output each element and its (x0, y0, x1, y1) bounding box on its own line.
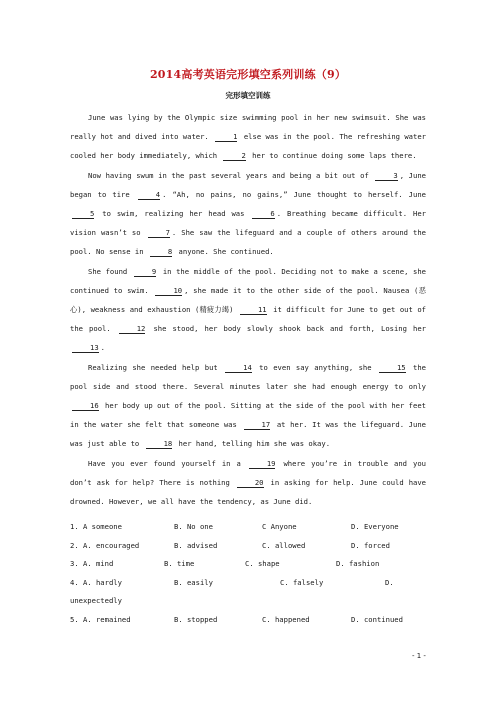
passage-text: June was lying by the Olympic size swimming pool in her new swimsuit. She was really hot and dived into water. (70, 113, 426, 142)
option-b: B. No one (174, 522, 213, 531)
passage-text: in the middle of the pool. Deciding not to make a scene, she continued to swim. (70, 266, 426, 295)
passage-text: the pool side and stood there. Several minutes later she had enough energy to only (70, 362, 426, 391)
passage-paragraph (70, 108, 426, 166)
answer-blank: 5 (72, 209, 94, 219)
passage-paragraph (70, 358, 426, 454)
answer-blank: 16 (72, 401, 99, 411)
option-b: B. easily (174, 577, 213, 587)
passage-body (70, 108, 426, 511)
answer-blank: 12 (119, 324, 146, 334)
option-a: 1. A someone (70, 522, 122, 531)
option-row (70, 574, 426, 611)
option-d: D. Everyone (351, 522, 399, 531)
passage-text: to swim, realizing her head was (96, 209, 251, 219)
passage-paragraph (70, 454, 426, 512)
option-a: 4. A. hardly (70, 577, 122, 587)
passage-text: . “Ah, no pains, no gains,” June thought to herself. June (162, 189, 426, 199)
option-c: C Anyone (262, 522, 297, 531)
page-number: - 1 - (412, 652, 426, 660)
option-c: C. shape (245, 559, 280, 569)
option-d: D. continued (351, 614, 403, 624)
passage-text: Have you ever found yourself in a (88, 458, 247, 468)
answer-blank: 8 (150, 247, 172, 257)
answer-blank: 15 (379, 363, 406, 373)
passage-text: . She saw the lifeguard and a couple of others around the pool. No sense in (70, 228, 426, 257)
passage-text: in asking for help. June could have drowned. However, we all have the tendency, as June did. (70, 477, 427, 507)
option-d-continued: unexpectedly (70, 596, 122, 606)
option-a: 3. A. mind (70, 559, 114, 569)
passage-text: She found (88, 266, 132, 276)
answer-blank: 7 (148, 228, 170, 238)
passage-text: she stood, her body slowly shook back and forth, Losing her (147, 324, 426, 334)
answer-blank: 13 (72, 343, 99, 353)
option-b: B. advised (174, 540, 218, 550)
option-row (70, 537, 426, 556)
document-title: 2014高考英语完形填空系列训练（9） (149, 68, 347, 81)
passage-text: Realizing she needed help but (88, 362, 224, 372)
option-a: 5. A. remained (70, 614, 131, 624)
option-c: C. happened (262, 614, 310, 624)
passage-text: it difficult for June to get out of the pool. (70, 305, 427, 334)
passage-text: . (100, 343, 105, 353)
answer-blank: 10 (155, 286, 182, 296)
option-row (70, 555, 426, 574)
answer-blank: 3 (375, 171, 397, 181)
answer-blank: 1 (215, 132, 237, 142)
answer-blank: 6 (252, 209, 274, 219)
option-c: C. allowed (262, 540, 306, 550)
passage-paragraph (70, 262, 426, 358)
option-b: B. time (164, 559, 195, 569)
passage-text: else was in the pool. The refreshing water cooled her body immediately, which (70, 132, 426, 161)
answer-blank: 17 (244, 420, 271, 430)
option-c: C. falsely (280, 577, 324, 587)
option-row (70, 611, 426, 630)
option-d: D. fashion (336, 559, 380, 569)
passage-text: her hand, telling him she was okay. (174, 439, 331, 449)
passage-text: where you’re in trouble and you don’t ask for help? There is nothing (70, 458, 426, 487)
answer-blank: 18 (146, 439, 173, 449)
option-d: D. (385, 577, 394, 587)
option-a: 2. A. encouraged (70, 540, 140, 550)
passage-text: to even say anything, she (253, 362, 377, 372)
answer-blank: 2 (223, 151, 245, 161)
options-list (70, 518, 426, 630)
passage-text: , she made it to the other side of the pool. Nausea (恶心), weakness and exhaustion (精疲力竭) (70, 285, 426, 315)
passage-text: anyone. She continued. (174, 247, 274, 257)
option-d: D. forced (351, 540, 390, 550)
passage-text: , June began to tire (70, 170, 426, 199)
passage-text: her to continue doing some laps there. (247, 151, 417, 161)
answer-blank: 20 (237, 478, 264, 488)
passage-paragraph (70, 166, 426, 262)
answer-blank: 11 (240, 305, 267, 315)
section-subtitle: 完形填空训练 (225, 91, 271, 100)
passage-text: at her. It was the lifeguard. June was just able to (70, 420, 426, 449)
answer-blank: 14 (225, 363, 252, 373)
passage-text: her body up out of the pool. Sitting at the side of the pool with her feet in the water she felt that someone was (70, 401, 426, 430)
option-row (70, 518, 426, 537)
passage-text: . Breathing became difficult. Her vision wasn’t so (70, 209, 426, 238)
answer-blank: 19 (249, 459, 276, 469)
passage-text: Now having swum in the past several years and being a bit out of (88, 170, 374, 180)
answer-blank: 9 (134, 267, 156, 277)
answer-blank: 4 (138, 190, 160, 200)
option-b: B. stopped (174, 614, 218, 624)
